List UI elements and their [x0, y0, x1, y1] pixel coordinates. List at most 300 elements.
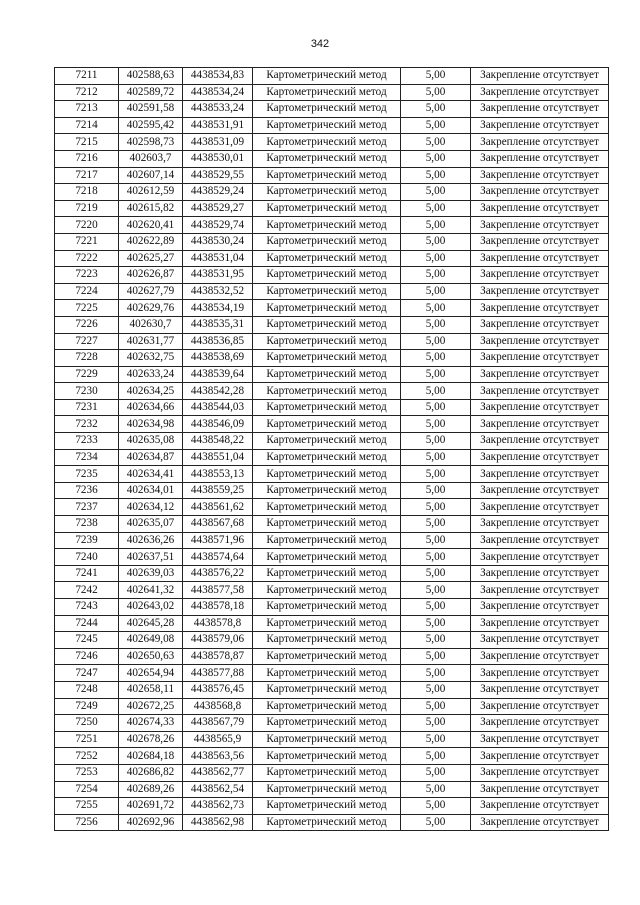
y-coordinate-cell: 4438529,55 — [183, 167, 253, 184]
precision-cell: 5,00 — [401, 267, 471, 284]
point-number-cell: 7223 — [55, 267, 119, 284]
fixation-cell: Закрепление отсутствует — [471, 499, 609, 516]
point-number-cell: 7250 — [55, 715, 119, 732]
method-cell: Картометрический метод — [253, 648, 401, 665]
method-cell: Картометрический метод — [253, 615, 401, 632]
x-coordinate-cell: 402650,63 — [119, 648, 183, 665]
fixation-cell: Закрепление отсутствует — [471, 184, 609, 201]
x-coordinate-cell: 402615,82 — [119, 200, 183, 217]
fixation-cell: Закрепление отсутствует — [471, 333, 609, 350]
point-number-cell: 7213 — [55, 101, 119, 118]
x-coordinate-cell: 402634,01 — [119, 482, 183, 499]
table-row — [55, 217, 609, 234]
y-coordinate-cell: 4438562,98 — [183, 814, 253, 831]
table-row — [55, 615, 609, 632]
y-coordinate-cell: 4438561,62 — [183, 499, 253, 516]
y-coordinate-cell: 4438567,68 — [183, 516, 253, 533]
point-number-cell: 7225 — [55, 300, 119, 317]
x-coordinate-cell: 402658,11 — [119, 681, 183, 698]
precision-cell: 5,00 — [401, 466, 471, 483]
x-coordinate-cell: 402634,25 — [119, 383, 183, 400]
table-row — [55, 68, 609, 85]
fixation-cell: Закрепление отсутствует — [471, 516, 609, 533]
point-number-cell: 7239 — [55, 532, 119, 549]
method-cell: Картометрический метод — [253, 582, 401, 599]
table-row — [55, 781, 609, 798]
point-number-cell: 7255 — [55, 798, 119, 815]
method-cell: Картометрический метод — [253, 416, 401, 433]
x-coordinate-cell: 402635,07 — [119, 516, 183, 533]
precision-cell: 5,00 — [401, 582, 471, 599]
fixation-cell: Закрепление отсутствует — [471, 267, 609, 284]
fixation-cell: Закрепление отсутствует — [471, 101, 609, 118]
y-coordinate-cell: 4438531,04 — [183, 250, 253, 267]
method-cell: Картометрический метод — [253, 499, 401, 516]
table-row — [55, 599, 609, 616]
y-coordinate-cell: 4438563,56 — [183, 748, 253, 765]
point-number-cell: 7252 — [55, 748, 119, 765]
precision-cell: 5,00 — [401, 150, 471, 167]
table-row — [55, 350, 609, 367]
precision-cell: 5,00 — [401, 184, 471, 201]
x-coordinate-cell: 402643,02 — [119, 599, 183, 616]
fixation-cell: Закрепление отсутствует — [471, 300, 609, 317]
coordinates-table — [54, 67, 609, 831]
x-coordinate-cell: 402626,87 — [119, 267, 183, 284]
fixation-cell: Закрепление отсутствует — [471, 217, 609, 234]
y-coordinate-cell: 4438568,8 — [183, 698, 253, 715]
precision-cell: 5,00 — [401, 84, 471, 101]
y-coordinate-cell: 4438529,27 — [183, 200, 253, 217]
x-coordinate-cell: 402631,77 — [119, 333, 183, 350]
precision-cell: 5,00 — [401, 134, 471, 151]
method-cell: Картометрический метод — [253, 715, 401, 732]
point-number-cell: 7243 — [55, 599, 119, 616]
y-coordinate-cell: 4438565,9 — [183, 731, 253, 748]
fixation-cell: Закрепление отсутствует — [471, 532, 609, 549]
x-coordinate-cell: 402635,08 — [119, 433, 183, 450]
method-cell: Картометрический метод — [253, 383, 401, 400]
point-number-cell: 7220 — [55, 217, 119, 234]
x-coordinate-cell: 402629,76 — [119, 300, 183, 317]
point-number-cell: 7229 — [55, 366, 119, 383]
y-coordinate-cell: 4438574,64 — [183, 549, 253, 566]
x-coordinate-cell: 402588,63 — [119, 68, 183, 85]
point-number-cell: 7242 — [55, 582, 119, 599]
y-coordinate-cell: 4438579,06 — [183, 632, 253, 649]
table-row — [55, 150, 609, 167]
y-coordinate-cell: 4438548,22 — [183, 433, 253, 450]
method-cell: Картометрический метод — [253, 184, 401, 201]
precision-cell: 5,00 — [401, 698, 471, 715]
fixation-cell: Закрепление отсутствует — [471, 748, 609, 765]
fixation-cell: Закрепление отсутствует — [471, 681, 609, 698]
table-row — [55, 516, 609, 533]
y-coordinate-cell: 4438559,25 — [183, 482, 253, 499]
point-number-cell: 7235 — [55, 466, 119, 483]
method-cell: Картометрический метод — [253, 632, 401, 649]
x-coordinate-cell: 402686,82 — [119, 764, 183, 781]
table-row — [55, 233, 609, 250]
table-row — [55, 250, 609, 267]
table-row — [55, 798, 609, 815]
y-coordinate-cell: 4438571,96 — [183, 532, 253, 549]
x-coordinate-cell: 402632,75 — [119, 350, 183, 367]
x-coordinate-cell: 402622,89 — [119, 233, 183, 250]
table-row — [55, 681, 609, 698]
method-cell: Картометрический метод — [253, 449, 401, 466]
precision-cell: 5,00 — [401, 615, 471, 632]
x-coordinate-cell: 402595,42 — [119, 117, 183, 134]
fixation-cell: Закрепление отсутствует — [471, 781, 609, 798]
precision-cell: 5,00 — [401, 748, 471, 765]
fixation-cell: Закрепление отсутствует — [471, 167, 609, 184]
fixation-cell: Закрепление отсутствует — [471, 383, 609, 400]
coordinates-table-body — [55, 68, 609, 831]
y-coordinate-cell: 4438538,69 — [183, 350, 253, 367]
point-number-cell: 7236 — [55, 482, 119, 499]
y-coordinate-cell: 4438577,58 — [183, 582, 253, 599]
table-row — [55, 134, 609, 151]
table-row — [55, 84, 609, 101]
point-number-cell: 7238 — [55, 516, 119, 533]
table-row — [55, 316, 609, 333]
fixation-cell: Закрепление отсутствует — [471, 316, 609, 333]
method-cell: Картометрический метод — [253, 233, 401, 250]
point-number-cell: 7230 — [55, 383, 119, 400]
x-coordinate-cell: 402692,96 — [119, 814, 183, 831]
precision-cell: 5,00 — [401, 68, 471, 85]
y-coordinate-cell: 4438534,83 — [183, 68, 253, 85]
method-cell: Картометрический метод — [253, 217, 401, 234]
y-coordinate-cell: 4438553,13 — [183, 466, 253, 483]
precision-cell: 5,00 — [401, 665, 471, 682]
x-coordinate-cell: 402634,87 — [119, 449, 183, 466]
page-number: 342 — [310, 38, 330, 50]
y-coordinate-cell: 4438531,09 — [183, 134, 253, 151]
table-row — [55, 549, 609, 566]
method-cell: Картометрический метод — [253, 698, 401, 715]
point-number-cell: 7251 — [55, 731, 119, 748]
y-coordinate-cell: 4438576,45 — [183, 681, 253, 698]
precision-cell: 5,00 — [401, 366, 471, 383]
method-cell: Картометрический метод — [253, 599, 401, 616]
method-cell: Картометрический метод — [253, 565, 401, 582]
fixation-cell: Закрепление отсутствует — [471, 68, 609, 85]
method-cell: Картометрический метод — [253, 200, 401, 217]
y-coordinate-cell: 4438578,18 — [183, 599, 253, 616]
x-coordinate-cell: 402630,7 — [119, 316, 183, 333]
x-coordinate-cell: 402633,24 — [119, 366, 183, 383]
x-coordinate-cell: 402607,14 — [119, 167, 183, 184]
precision-cell: 5,00 — [401, 798, 471, 815]
method-cell: Картометрический метод — [253, 516, 401, 533]
table-row — [55, 283, 609, 300]
fixation-cell: Закрепление отсутствует — [471, 433, 609, 450]
table-row — [55, 482, 609, 499]
method-cell: Картометрический метод — [253, 167, 401, 184]
precision-cell: 5,00 — [401, 516, 471, 533]
fixation-cell: Закрепление отсутствует — [471, 599, 609, 616]
x-coordinate-cell: 402645,28 — [119, 615, 183, 632]
table-row — [55, 814, 609, 831]
table-row — [55, 383, 609, 400]
x-coordinate-cell: 402634,12 — [119, 499, 183, 516]
method-cell: Картометрический метод — [253, 366, 401, 383]
y-coordinate-cell: 4438576,22 — [183, 565, 253, 582]
y-coordinate-cell: 4438530,01 — [183, 150, 253, 167]
point-number-cell: 7247 — [55, 665, 119, 682]
precision-cell: 5,00 — [401, 681, 471, 698]
precision-cell: 5,00 — [401, 383, 471, 400]
precision-cell: 5,00 — [401, 217, 471, 234]
precision-cell: 5,00 — [401, 300, 471, 317]
point-number-cell: 7245 — [55, 632, 119, 649]
method-cell: Картометрический метод — [253, 300, 401, 317]
x-coordinate-cell: 402625,27 — [119, 250, 183, 267]
y-coordinate-cell: 4438535,31 — [183, 316, 253, 333]
table-row — [55, 632, 609, 649]
fixation-cell: Закрепление отсутствует — [471, 233, 609, 250]
point-number-cell: 7222 — [55, 250, 119, 267]
y-coordinate-cell: 4438542,28 — [183, 383, 253, 400]
x-coordinate-cell: 402637,51 — [119, 549, 183, 566]
table-row — [55, 466, 609, 483]
x-coordinate-cell: 402689,26 — [119, 781, 183, 798]
method-cell: Картометрический метод — [253, 665, 401, 682]
point-number-cell: 7228 — [55, 350, 119, 367]
fixation-cell: Закрепление отсутствует — [471, 632, 609, 649]
point-number-cell: 7233 — [55, 433, 119, 450]
precision-cell: 5,00 — [401, 333, 471, 350]
point-number-cell: 7224 — [55, 283, 119, 300]
table-row — [55, 101, 609, 118]
table-row — [55, 532, 609, 549]
x-coordinate-cell: 402672,25 — [119, 698, 183, 715]
fixation-cell: Закрепление отсутствует — [471, 150, 609, 167]
method-cell: Картометрический метод — [253, 333, 401, 350]
fixation-cell: Закрепление отсутствует — [471, 84, 609, 101]
y-coordinate-cell: 4438533,24 — [183, 101, 253, 118]
table-row — [55, 565, 609, 582]
point-number-cell: 7216 — [55, 150, 119, 167]
fixation-cell: Закрепление отсутствует — [471, 416, 609, 433]
x-coordinate-cell: 402639,03 — [119, 565, 183, 582]
method-cell: Картометрический метод — [253, 283, 401, 300]
method-cell: Картометрический метод — [253, 748, 401, 765]
point-number-cell: 7241 — [55, 565, 119, 582]
fixation-cell: Закрепление отсутствует — [471, 648, 609, 665]
point-number-cell: 7221 — [55, 233, 119, 250]
y-coordinate-cell: 4438562,77 — [183, 764, 253, 781]
fixation-cell: Закрепление отсутствует — [471, 665, 609, 682]
precision-cell: 5,00 — [401, 167, 471, 184]
precision-cell: 5,00 — [401, 316, 471, 333]
point-number-cell: 7240 — [55, 549, 119, 566]
fixation-cell: Закрепление отсутствует — [471, 549, 609, 566]
y-coordinate-cell: 4438577,88 — [183, 665, 253, 682]
table-row — [55, 333, 609, 350]
x-coordinate-cell: 402678,26 — [119, 731, 183, 748]
method-cell: Картометрический метод — [253, 101, 401, 118]
table-row — [55, 665, 609, 682]
point-number-cell: 7256 — [55, 814, 119, 831]
precision-cell: 5,00 — [401, 781, 471, 798]
point-number-cell: 7215 — [55, 134, 119, 151]
precision-cell: 5,00 — [401, 283, 471, 300]
y-coordinate-cell: 4438529,24 — [183, 184, 253, 201]
method-cell: Картометрический метод — [253, 549, 401, 566]
point-number-cell: 7254 — [55, 781, 119, 798]
point-number-cell: 7217 — [55, 167, 119, 184]
table-row — [55, 499, 609, 516]
method-cell: Картометрический метод — [253, 68, 401, 85]
y-coordinate-cell: 4438529,74 — [183, 217, 253, 234]
x-coordinate-cell: 402620,41 — [119, 217, 183, 234]
fixation-cell: Закрепление отсутствует — [471, 283, 609, 300]
y-coordinate-cell: 4438544,03 — [183, 399, 253, 416]
x-coordinate-cell: 402634,66 — [119, 399, 183, 416]
precision-cell: 5,00 — [401, 449, 471, 466]
x-coordinate-cell: 402684,18 — [119, 748, 183, 765]
x-coordinate-cell: 402649,08 — [119, 632, 183, 649]
y-coordinate-cell: 4438534,19 — [183, 300, 253, 317]
table-row — [55, 433, 609, 450]
point-number-cell: 7226 — [55, 316, 119, 333]
table-row — [55, 449, 609, 466]
precision-cell: 5,00 — [401, 814, 471, 831]
fixation-cell: Закрепление отсутствует — [471, 366, 609, 383]
y-coordinate-cell: 4438578,8 — [183, 615, 253, 632]
table-row — [55, 582, 609, 599]
table-row — [55, 399, 609, 416]
fixation-cell: Закрепление отсутствует — [471, 698, 609, 715]
fixation-cell: Закрепление отсутствует — [471, 449, 609, 466]
y-coordinate-cell: 4438534,24 — [183, 84, 253, 101]
method-cell: Картометрический метод — [253, 814, 401, 831]
y-coordinate-cell: 4438532,52 — [183, 283, 253, 300]
fixation-cell: Закрепление отсутствует — [471, 482, 609, 499]
x-coordinate-cell: 402589,72 — [119, 84, 183, 101]
method-cell: Картометрический метод — [253, 731, 401, 748]
precision-cell: 5,00 — [401, 549, 471, 566]
fixation-cell: Закрепление отсутствует — [471, 715, 609, 732]
x-coordinate-cell: 402641,32 — [119, 582, 183, 599]
method-cell: Картометрический метод — [253, 250, 401, 267]
precision-cell: 5,00 — [401, 250, 471, 267]
fixation-cell: Закрепление отсутствует — [471, 565, 609, 582]
point-number-cell: 7227 — [55, 333, 119, 350]
precision-cell: 5,00 — [401, 715, 471, 732]
method-cell: Картометрический метод — [253, 482, 401, 499]
precision-cell: 5,00 — [401, 565, 471, 582]
method-cell: Картометрический метод — [253, 532, 401, 549]
x-coordinate-cell: 402634,98 — [119, 416, 183, 433]
precision-cell: 5,00 — [401, 117, 471, 134]
table-row — [55, 300, 609, 317]
precision-cell: 5,00 — [401, 433, 471, 450]
table-row — [55, 416, 609, 433]
method-cell: Картометрический метод — [253, 781, 401, 798]
x-coordinate-cell: 402691,72 — [119, 798, 183, 815]
x-coordinate-cell: 402634,41 — [119, 466, 183, 483]
fixation-cell: Закрепление отсутствует — [471, 615, 609, 632]
y-coordinate-cell: 4438539,64 — [183, 366, 253, 383]
point-number-cell: 7231 — [55, 399, 119, 416]
point-number-cell: 7232 — [55, 416, 119, 433]
method-cell: Картометрический метод — [253, 433, 401, 450]
fixation-cell: Закрепление отсутствует — [471, 814, 609, 831]
y-coordinate-cell: 4438546,09 — [183, 416, 253, 433]
y-coordinate-cell: 4438531,95 — [183, 267, 253, 284]
method-cell: Картометрический метод — [253, 466, 401, 483]
point-number-cell: 7212 — [55, 84, 119, 101]
x-coordinate-cell: 402654,94 — [119, 665, 183, 682]
x-coordinate-cell: 402612,59 — [119, 184, 183, 201]
x-coordinate-cell: 402591,58 — [119, 101, 183, 118]
table-row — [55, 117, 609, 134]
point-number-cell: 7234 — [55, 449, 119, 466]
x-coordinate-cell: 402603,7 — [119, 150, 183, 167]
precision-cell: 5,00 — [401, 648, 471, 665]
precision-cell: 5,00 — [401, 731, 471, 748]
y-coordinate-cell: 4438567,79 — [183, 715, 253, 732]
fixation-cell: Закрепление отсутствует — [471, 731, 609, 748]
y-coordinate-cell: 4438562,73 — [183, 798, 253, 815]
point-number-cell: 7253 — [55, 764, 119, 781]
point-number-cell: 7237 — [55, 499, 119, 516]
fixation-cell: Закрепление отсутствует — [471, 200, 609, 217]
fixation-cell: Закрепление отсутствует — [471, 582, 609, 599]
fixation-cell: Закрепление отсутствует — [471, 798, 609, 815]
fixation-cell: Закрепление отсутствует — [471, 350, 609, 367]
precision-cell: 5,00 — [401, 482, 471, 499]
table-row — [55, 200, 609, 217]
y-coordinate-cell: 4438531,91 — [183, 117, 253, 134]
point-number-cell: 7218 — [55, 184, 119, 201]
table-row — [55, 731, 609, 748]
fixation-cell: Закрепление отсутствует — [471, 399, 609, 416]
method-cell: Картометрический метод — [253, 267, 401, 284]
method-cell: Картометрический метод — [253, 117, 401, 134]
method-cell: Картометрический метод — [253, 316, 401, 333]
point-number-cell: 7211 — [55, 68, 119, 85]
table-row — [55, 184, 609, 201]
precision-cell: 5,00 — [401, 200, 471, 217]
table-row — [55, 715, 609, 732]
y-coordinate-cell: 4438530,24 — [183, 233, 253, 250]
precision-cell: 5,00 — [401, 599, 471, 616]
x-coordinate-cell: 402674,33 — [119, 715, 183, 732]
fixation-cell: Закрепление отсутствует — [471, 764, 609, 781]
table-row — [55, 648, 609, 665]
point-number-cell: 7246 — [55, 648, 119, 665]
precision-cell: 5,00 — [401, 499, 471, 516]
table-row — [55, 366, 609, 383]
y-coordinate-cell: 4438551,04 — [183, 449, 253, 466]
point-number-cell: 7214 — [55, 117, 119, 134]
table-row — [55, 167, 609, 184]
table-row — [55, 267, 609, 284]
point-number-cell: 7244 — [55, 615, 119, 632]
precision-cell: 5,00 — [401, 764, 471, 781]
method-cell: Картометрический метод — [253, 134, 401, 151]
precision-cell: 5,00 — [401, 233, 471, 250]
table-row — [55, 698, 609, 715]
fixation-cell: Закрепление отсутствует — [471, 250, 609, 267]
method-cell: Картометрический метод — [253, 399, 401, 416]
point-number-cell: 7249 — [55, 698, 119, 715]
